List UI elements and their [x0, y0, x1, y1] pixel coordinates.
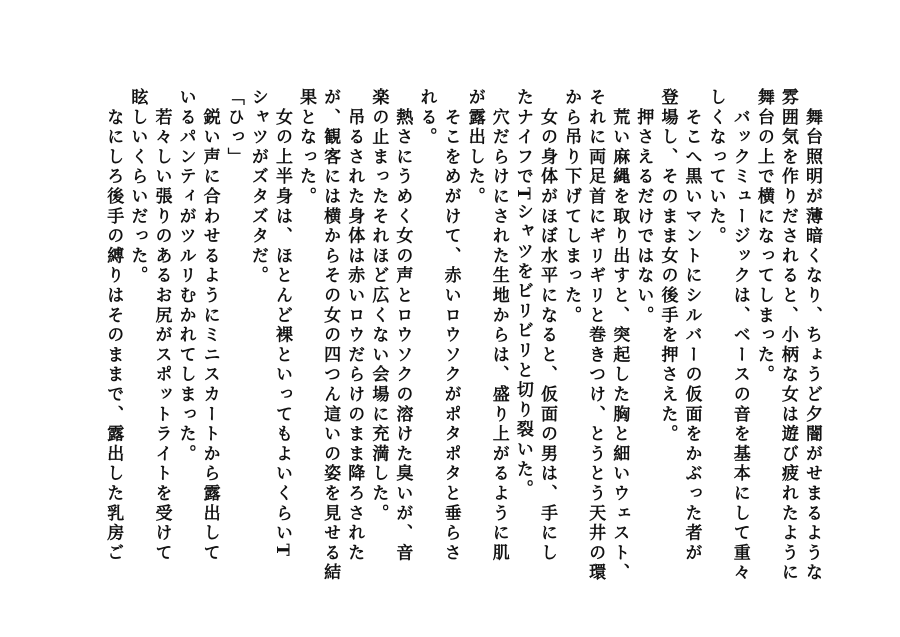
text-line-19: 楽の止まったそれほど広くない会場に充満した。: [368, 88, 389, 524]
text-line-23: 女の上半身は、ほとんど裸といってもよいくらいT: [271, 88, 292, 559]
text-line-2: 雰囲気を作りだされると、小柄な女は遊び疲れたように: [777, 88, 798, 583]
text-line-15: が露出した。: [464, 88, 485, 207]
text-line-20: 吊るされた身体は赤いロウだらけのまま降ろされた: [344, 88, 365, 564]
text-line-11: から吊り下げてしまった。: [561, 88, 582, 326]
text-line-5: しくなっていた。: [705, 88, 726, 247]
text-line-6: そこへ黒いマントにシルバーの仮面をかぶった者が: [681, 88, 702, 564]
text-line-16: そこをめがけて、赤いロウソクがポタポタと垂らさ: [440, 88, 461, 564]
text-line-18: 熱さにうめく女の声とロウソクの溶けた臭いが、音: [392, 88, 413, 564]
text-line-8: 押さえるだけではない。: [633, 88, 654, 326]
text-line-25: 「ひっ」: [223, 88, 244, 168]
text-line-29: 眩しいくらいだった。: [127, 88, 148, 286]
text-line-10: それに両足首にギリギリと巻きつけ、とうとう天井の環: [585, 88, 606, 583]
text-line-17: れる。: [416, 88, 437, 148]
text-line-7: 登場し、そのまま女の後手を押さえた。: [657, 88, 678, 445]
text-line-27: いるパンティがツルリむかれてしまった。: [175, 88, 196, 465]
text-line-30: なにしろ後手の縛りはそのままで、露出した乳房ご: [103, 88, 124, 564]
text-line-24: シャツがズタズタだ。: [247, 88, 268, 286]
text-line-12: 女の身体がほぼ水平になると、仮面の男は、手にし: [536, 88, 557, 564]
text-line-3: 舞台の上で横になってしまった。: [753, 88, 774, 385]
text-line-4: バックミュージックは、ベースの音を基本にして重々: [729, 88, 750, 583]
text-line-22: 果となった。: [296, 88, 317, 207]
text-line-13: たナイフでTシャツをビリビリと切り裂いた。: [512, 88, 533, 500]
vertical-body-text: [101, 88, 824, 608]
text-line-28: 若々しい張りのあるお尻がスポットライトを受けて: [151, 88, 172, 564]
text-line-21: が、観客には横からその女の四つん這いの姿を見せる結: [320, 88, 341, 583]
text-line-9: 荒い麻縄を取り出すと、突起した胸と細いウェスト、: [609, 88, 630, 583]
text-line-14: 穴だらけにされた生地からは、盛り上がるように肌: [488, 88, 509, 564]
text-line-26: 鋭い声に合わせるようにミニスカートから露出して: [199, 88, 220, 564]
text-line-1: 舞台照明が薄暗くなり、ちょうど夕闇がせまるような: [802, 88, 822, 583]
